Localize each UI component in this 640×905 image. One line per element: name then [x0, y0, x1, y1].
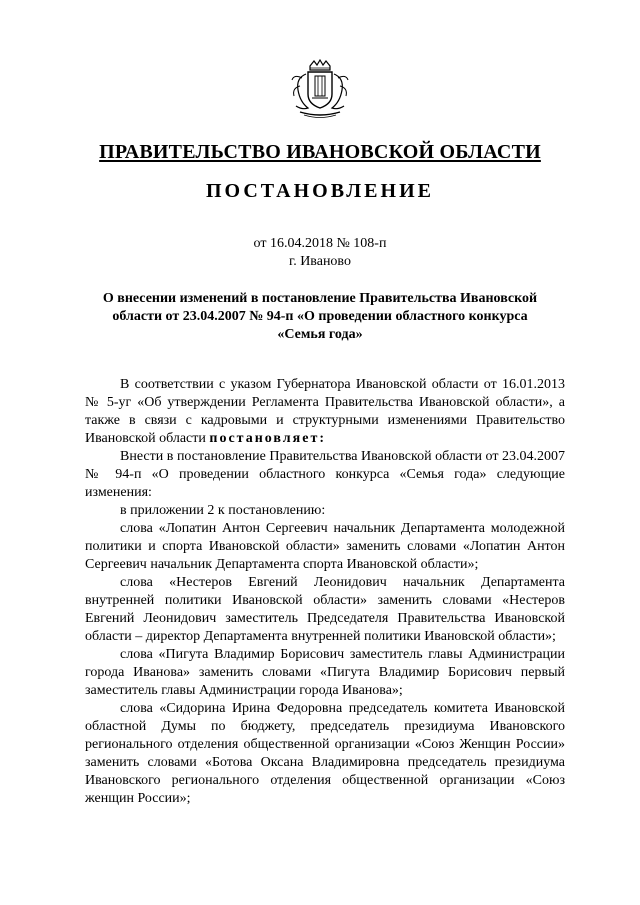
resolution-keyword: постановляет: [209, 431, 326, 446]
paragraph-change-1: слова «Лопатин Антон Сергеевич начальник Департамента молодежной политики и спорта Ивановской области» заменить словами «Лопатин Антон Сергеевич начальник Департамента спорта Ивановской области»; [85, 521, 565, 572]
document-type: ПОСТАНОВЛЕНИЕ [206, 180, 434, 202]
government-title: ПРАВИТЕЛЬСТВО ИВАНОВСКОЙ ОБЛАСТИ [99, 141, 541, 163]
paragraph-amend-intro: Внести в постановление Правительства Ивановской области от 23.04.2007 № 94-п «О проведении областного конкурса «Семья года» следующие изменения: [85, 449, 565, 500]
paragraph-change-2: слова «Нестеров Евгений Леонидович начальник Департамента внутренней политики Ивановской области» заменить словами «Нестеров Евгений Леонидович заместитель Председателя Правительства Ивановской области – директор Департамента внутренней политики Ивановской области»; [85, 575, 565, 644]
document-subject: О внесении изменений в постановление Правительства Ивановской области от 23.04.2007 № 94-п «О проведении областного конкурса «Семья года» [102, 291, 538, 342]
document-city: г. Иваново [289, 254, 351, 269]
preamble-text: В соответствии с указом Губернатора Ивановской области от 16.01.2013 № 5-уг «Об утверждении Регламента Правительства Ивановской области», а также в связи с кадровыми и структурными изменениями Правительство Ивановской области [85, 377, 565, 446]
paragraph-change-4: слова «Сидорина Ирина Федоровна председатель комитета Ивановской областной Думы по бюджету, председатель президиума Ивановского регионального отделения общественной организации «Союз Женщин России» заменить словами «Ботова Оксана Владимировна председатель президиума Ивановского регионального отделения общественной организации «Союз женщин России»; [85, 701, 565, 806]
paragraph-appendix: в приложении 2 к постановлению: [120, 503, 326, 518]
coat-of-arms-icon [288, 58, 352, 122]
paragraph-preamble [85, 376, 565, 448]
document-body [85, 376, 565, 808]
document-date-number: от 16.04.2018 № 108-п [253, 236, 387, 251]
paragraph-change-3: слова «Пигута Владимир Борисович заместитель главы Администрации города Иванова» заменить словами «Пигута Владимир Борисович первый заместитель главы Администрации города Иванова»; [85, 647, 565, 698]
